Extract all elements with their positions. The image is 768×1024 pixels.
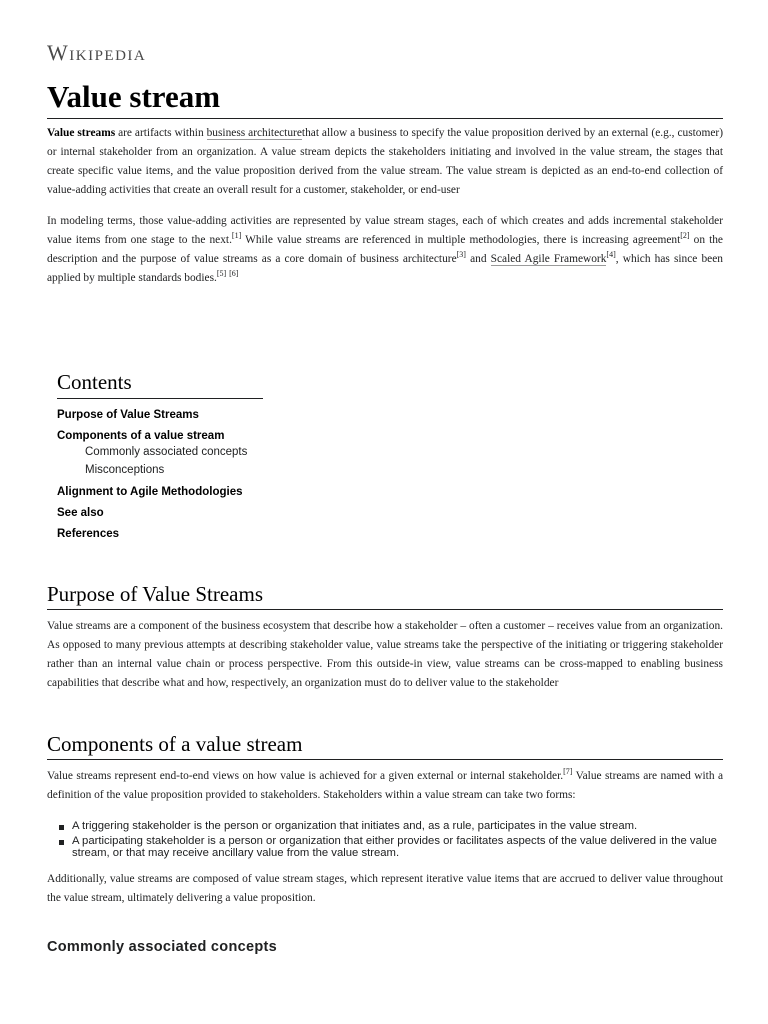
toc-item-alignment[interactable]: Alignment to Agile Methodologies: [57, 486, 243, 498]
toc-title: Contents: [57, 370, 263, 399]
intro-paragraph-2: In modeling terms, those value-adding activities are represented by value stream stages, each of which creates and adds incremental stakeholder value items from one stage to the next.[1] While value streams are referenced in multiple methodologies, there is increasing agreement[2] on the description and the purpose of value streams as a core domain of business architecture[3] and Scaled Agile Framework[4], which has since been applied by multiple standards bodies.[5] [6]: [47, 215, 723, 284]
toc-subitem-concepts[interactable]: Commonly associated concepts: [85, 446, 248, 458]
intro-paragraph-1: Value streams are artifacts within business architecturethat allow a business to specify the value proposition derived by an external (e.g., customer) or internal stakeholder from an organization. A value stream depicts the stakeholders initiating and involved in the value stream, the stages that create specific value items, and the value proposition derived from the value stream. The value stream is depicted as an end-to-end collection of value-adding activities that create an overall result for a customer, stakeholder, or end-user: [47, 127, 723, 196]
toc-item-references[interactable]: References: [57, 528, 120, 540]
list-item: A triggering stakeholder is the person or organization that initiates and, as a rule, participates in the value stream.: [57, 820, 723, 832]
toc-item-see-also[interactable]: See also: [57, 507, 104, 519]
toc-item-components[interactable]: Components of a value stream: [57, 430, 225, 442]
page-title: Value stream: [47, 78, 723, 119]
ref-5[interactable]: [5]: [216, 269, 227, 279]
link-scaled-agile-framework[interactable]: Scaled Agile Framework: [490, 253, 607, 265]
list-item: A participating stakeholder is a person or organization that either provides or facilitates aspects of the value delivered in the value stream, or that may receive ancillary value from the value stream.: [57, 835, 723, 859]
wikipedia-logo[interactable]: Wikipedia: [47, 40, 147, 65]
link-business-architecture[interactable]: business architecture: [206, 127, 302, 139]
intro-term: Value streams: [47, 127, 116, 139]
stakeholder-list: [57, 820, 723, 862]
purpose-paragraph: Value streams are a component of the business ecosystem that describe how a stakeholder – often a customer – receives value from an organization. As opposed to many previous attempts at describing stakeholder value, value streams take the perspective of the initiating or triggering stakeholder rather than an internal value chain or process perspective. From this outside-in view, value streams can be cross-mapped to enabling business capabilities that describe what and how, respectively, an organization must do to deliver value to the stakeholder: [47, 620, 723, 689]
table-of-contents: [57, 370, 267, 540]
ref-1[interactable]: [1]: [231, 231, 242, 241]
ref-4[interactable]: [4]: [606, 250, 616, 260]
heading-components: Components of a value stream: [47, 731, 723, 760]
components-after-paragraph: Additionally, value streams are composed of value stream stages, which represent iterative value items that are accrued to deliver value throughout the value stream, ultimately delivering a value proposition.: [47, 873, 723, 904]
heading-purpose: Purpose of Value Streams: [47, 581, 723, 610]
ref-7[interactable]: [7]: [563, 767, 573, 777]
ref-6[interactable]: [6]: [229, 269, 239, 279]
toc-subitem-misconceptions[interactable]: Misconceptions: [85, 464, 165, 476]
components-paragraph: Value streams represent end-to-end views on how value is achieved for a given external or internal stakeholder.[7] Value streams are named with a definition of the value proposition provided to stakeholders. Stakeholders within a value stream can take two forms:: [47, 767, 724, 801]
ref-3[interactable]: [3]: [456, 250, 466, 260]
heading-commonly-associated-concepts: Commonly associated concepts: [47, 939, 277, 955]
ref-2[interactable]: [2]: [680, 231, 690, 241]
toc-item-purpose[interactable]: Purpose of Value Streams: [57, 409, 199, 421]
